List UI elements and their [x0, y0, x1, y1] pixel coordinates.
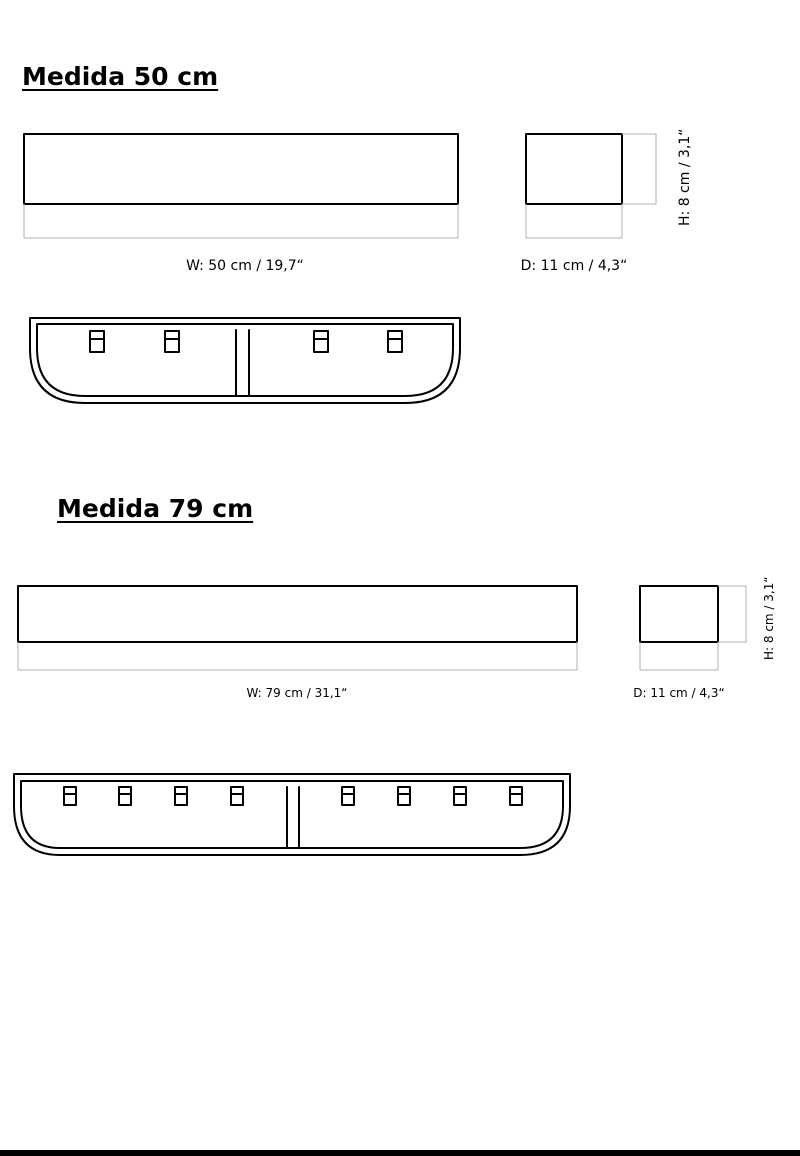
hook	[119, 787, 131, 805]
hooks-50	[90, 331, 402, 352]
front-view-79-outline	[18, 586, 577, 642]
width-dimension-79	[18, 642, 577, 670]
hook	[398, 787, 410, 805]
front-view-50-outline	[24, 134, 458, 204]
top-view-79	[14, 774, 570, 855]
section-heading-79: Medida 79 cm	[57, 494, 254, 523]
side-view-79-outline	[640, 586, 718, 642]
hook	[90, 331, 104, 352]
top-view-79-outer	[14, 774, 570, 855]
depth-label-79: D: 11 cm / 4,3“	[633, 686, 725, 700]
front-view-50	[24, 134, 458, 238]
hook	[175, 787, 187, 805]
hook	[165, 331, 179, 352]
hooks-79	[64, 787, 522, 805]
hook	[314, 331, 328, 352]
side-dimensions-79	[640, 586, 746, 670]
side-dimensions-50	[526, 134, 656, 238]
depth-label-50: D: 11 cm / 4,3“	[520, 258, 628, 274]
side-view-50	[526, 134, 656, 238]
bottom-border	[0, 1150, 800, 1156]
side-view-79	[640, 586, 746, 670]
side-view-50-outline	[526, 134, 622, 204]
hook	[342, 787, 354, 805]
top-view-79-inner	[21, 781, 563, 848]
height-label-79: H: 8 cm / 3,1“	[762, 576, 776, 660]
height-label-50: H: 8 cm / 3,1“	[677, 128, 693, 226]
width-label-50: W: 50 cm / 19,7“	[186, 258, 304, 274]
hook	[510, 787, 522, 805]
hook	[454, 787, 466, 805]
top-view-50-inner	[37, 324, 453, 396]
hook	[388, 331, 402, 352]
width-dimension-50	[24, 204, 458, 238]
hook	[231, 787, 243, 805]
section-heading-50: Medida 50 cm	[22, 62, 219, 91]
width-label-79: W: 79 cm / 31,1“	[246, 686, 348, 700]
top-view-50	[30, 318, 460, 403]
hook	[64, 787, 76, 805]
front-view-79	[18, 586, 577, 670]
